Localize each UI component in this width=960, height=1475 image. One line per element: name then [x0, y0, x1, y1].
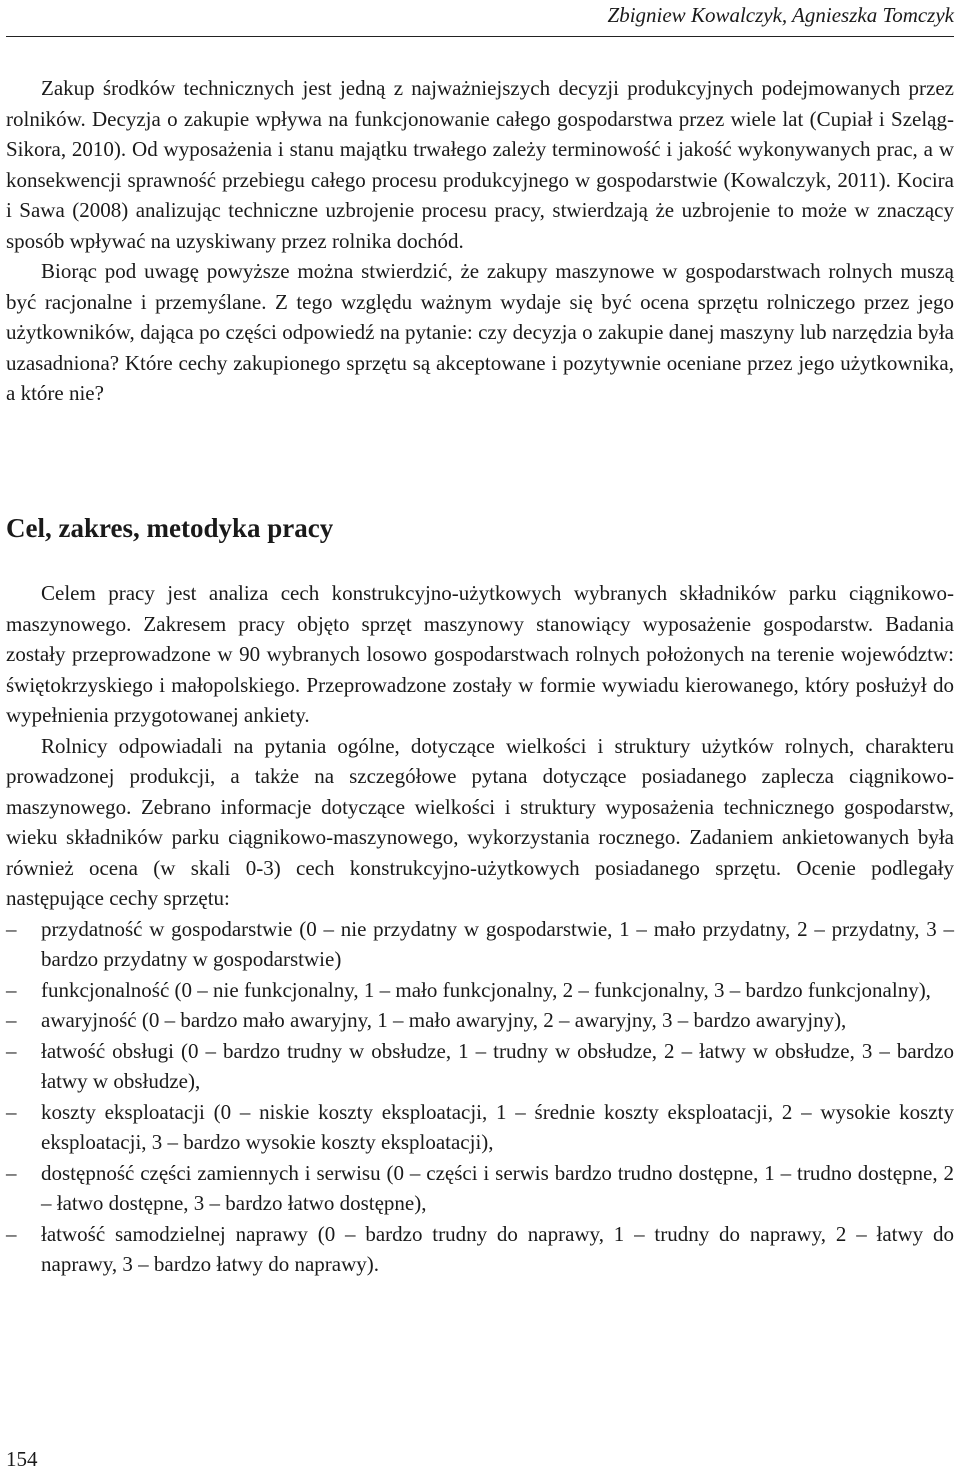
section-title: Cel, zakres, metodyka pracy	[6, 513, 334, 543]
feature-text: dostępność części zamiennych i serwisu (0 – części i serwis bardzo trudno dostępne, 1 – trudno dostępne, 2 – łatwo dostępne, 3 – bardzo łatwo dostępne),	[41, 1160, 954, 1215]
feature-text: koszty eksploatacji (0 – niskie koszty eksploatacji, 1 – średnie koszty eksploatacji, 2 – wysokie koszty eksploatacji, 3 – bardzo wysokie koszty eksploatacji),	[41, 1099, 954, 1154]
feature-list	[6, 914, 954, 1280]
intro-paragraph-1: Zakup środków technicznych jest jedną z najważniejszych decyzji produkcyjnych podejmowanych przez rolników. Decyzja o zakupie wpływa na funkcjonowanie całego gospodarstwa przez wiele lat (Cupiał i Szeląg-Sikora, 2010). Od wyposażenia i stanu majątku trwałego zależy terminowość i jakość wykonywanych prac, a w konsekwencji sprawność przebiegu całego procesu produkcyjnego w gospodarstwie (Kowalczyk, 2011). Kocira i Sawa (2008) analizując techniczne uzbrojenie procesu pracy, stwierdzają że uzbrojenie to może w znaczący sposób wpływać na uzyskiwany przez rolnika dochód.	[6, 76, 954, 253]
header-rule	[6, 36, 954, 37]
list-dash: –	[6, 1008, 17, 1032]
feature-text: awaryjność (0 – bardzo mało awaryjny, 1 – mało awaryjny, 2 – awaryjny, 3 – bardzo awaryjny),	[41, 1008, 847, 1032]
feature-text: łatwość samodzielnej naprawy (0 – bardzo trudny do naprawy, 1 – trudny do naprawy, 2 – łatwy do naprawy, 3 – bardzo łatwy do naprawy).	[41, 1221, 954, 1276]
running-header-authors: Zbigniew Kowalczyk, Agnieszka Tomczyk	[607, 3, 954, 27]
list-dash: –	[6, 916, 17, 941]
feature-text: funkcjonalność (0 – nie funkcjonalny, 1 – mało funkcjonalny, 2 – funkcjonalny, 3 – bardzo funkcjonalny),	[41, 977, 931, 1002]
feature-item-failure-rate	[6, 1005, 954, 1036]
feature-item-usefulness	[6, 914, 954, 975]
list-dash: –	[6, 1099, 17, 1124]
page-number: 154	[6, 1447, 38, 1471]
intro-paragraph-2: Biorąc pod uwagę powyższe można stwierdzić, że zakupy maszynowe w gospodarstwach rolnych muszą być racjonalne i przemyślane. Z tego względu ważnym wydaje się być ocena sprzętu rolniczego przez jego użytkowników, dająca po części odpowiedź na pytanie: czy decyzja o zakupie danej maszyny lub narzędzia była uzasadniona? Które cechy zakupionego sprzętu są akceptowane i pozytywnie oceniane przez jego użytkownika, a które nie?	[6, 259, 954, 405]
feature-item-self-repair	[6, 1219, 954, 1280]
feature-item-functionality	[6, 975, 954, 1006]
list-dash: –	[6, 1221, 17, 1246]
feature-text: przydatność w gospodarstwie (0 – nie przydatny w gospodarstwie, 1 – mało przydatny, 2 – przydatny, 3 – bardzo przydatny w gospodarstwie)	[41, 916, 954, 971]
list-dash: –	[6, 977, 17, 1002]
list-dash: –	[6, 1160, 17, 1185]
list-dash: –	[6, 1038, 17, 1063]
feature-item-operating-costs	[6, 1097, 954, 1158]
feature-item-parts-availability	[6, 1158, 954, 1219]
methods-paragraph-2: Rolnicy odpowiadali na pytania ogólne, dotyczące wielkości i struktury użytków rolnych, charakteru prowadzonej produkcji, a także na szczegółowe pytana dotyczące posiadanego zaplecza ciągnikowo-maszynowego. Zebrano informacje dotyczące wielkości i struktury wyposażenia technicznego gospodarstw, wieku składników parku ciągnikowo-maszynowego, wykorzystania rocznego. Zadaniem ankietowanych była również ocena (w skali 0-3) cech konstrukcyjno-użytkowych posiadanego sprzętu. Ocenie podlegały następujące cechy sprzętu:	[6, 733, 954, 910]
methods-text	[6, 578, 954, 1280]
intro-text	[6, 73, 954, 409]
methods-paragraph-1: Celem pracy jest analiza cech konstrukcyjno-użytkowych wybranych składników parku ciągnikowo-maszynowego. Zakresem pracy objęto sprzęt maszynowy stanowiący wyposażenie gospodarstw. Badania zostały przeprowadzone w 90 wybranych losowo gospodarstwach rolnych położonych na terenie województw: świętokrzyskiego i małopolskiego. Przeprowadzone zostały w formie wywiadu kierowanego, który posłużył do wypełnienia przygotowanej ankiety.	[6, 581, 954, 727]
feature-text: łatwość obsługi (0 – bardzo trudny w obsłudze, 1 – trudny w obsłudze, 2 – łatwy w obsłudze, 3 – bardzo łatwy w obsłudze),	[41, 1038, 954, 1093]
feature-item-ease-of-use	[6, 1036, 954, 1097]
